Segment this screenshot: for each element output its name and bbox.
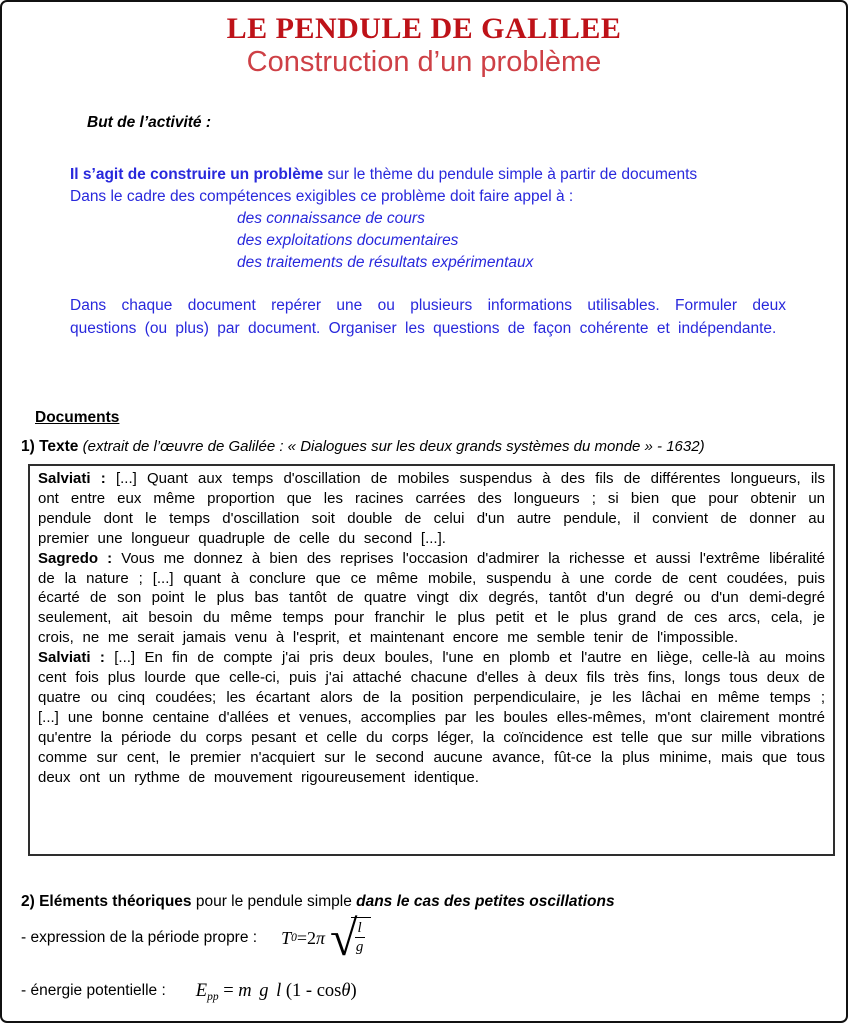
E-symbol: E xyxy=(195,980,208,1001)
requirements-list xyxy=(70,208,786,274)
dialogue-paragraph xyxy=(38,648,825,787)
doc1-source: (extrait de l’œuvre de Galilée : « Dialogues sur les deux grands systèmes du monde » - 1632) xyxy=(78,438,705,455)
doc2-emphasis: dans le cas des petites oscillations xyxy=(356,893,615,910)
doc1-label: 1) Texte xyxy=(21,438,79,455)
activity-intro-block xyxy=(70,164,786,274)
period-formula-math: T 0 = 2 π √ $\frac{l}{g}$ xyxy=(281,916,371,960)
fraction-denominator: g xyxy=(355,939,364,955)
parenthesis-open: (1 - xyxy=(281,980,317,1001)
energy-formula-label: - énergie potentielle : xyxy=(21,982,166,999)
energy-formula-math xyxy=(196,981,357,1002)
doc1-heading xyxy=(21,438,705,456)
theta-symbol: θ xyxy=(341,980,351,1001)
T-symbol: T xyxy=(281,927,292,948)
dialogue-text: [...] En fin de compte j'ai pris deux boules, l'une en plomb et l'autre en liège, celle-là au moins cent fois plus lourde que celle-ci, puis j'ai attaché chacune d'elles à deux fils très fins, longs tous deux de quatre ou cinq coudées; les écartant alors de la position perpendiculaire, je les lâchai en même temps ; [...] une bonne centaine d'allées et venues, accomplies par les boules elles-mêmes, m'ont clairement montré qu'entre la période du corps pesant et celle du corps léger, la coïncidence est telle que sur mille vibrations comme sur cent, le premier n'acquiert sur le second aucune avance, fût-ce la plus minime, mais que tous deux ont un rythme de mouvement rigoureusement identique. xyxy=(38,649,825,786)
dialogue-paragraph xyxy=(38,469,825,549)
equals-sign: = xyxy=(296,927,308,948)
square-root xyxy=(330,910,371,966)
speaker-name: Salviati : xyxy=(38,470,106,487)
intro-bold-text: Il s’agit de construire un problème xyxy=(70,166,324,183)
page-title: LE PENDULE DE GALILEE xyxy=(226,12,622,45)
requirement-item: des traitements de résultats expérimentaux xyxy=(237,254,534,271)
speaker-name: Salviati : xyxy=(38,649,105,667)
requirement-item: des exploitations documentaires xyxy=(237,232,459,249)
E-subscript: pp xyxy=(207,990,219,1003)
cos-function: cos xyxy=(316,980,342,1001)
parenthesis-close: ) xyxy=(350,980,357,1001)
pi-symbol: π xyxy=(316,927,326,948)
doc2-label: 2) Eléments théoriques xyxy=(21,893,192,910)
competences-line: Dans le cadre des compétences exigibles ce problème doit faire appel à : xyxy=(70,188,574,205)
period-formula-label: - expression de la période propre : xyxy=(21,929,258,946)
fraction-numerator: l xyxy=(355,920,365,938)
period-formula-row xyxy=(21,908,371,968)
page-subtitle: Construction d’un problème xyxy=(246,46,602,78)
coefficient: 2 xyxy=(307,927,317,948)
fraction xyxy=(351,917,371,955)
equals-sign: = xyxy=(218,980,239,1001)
documents-heading: Documents xyxy=(35,409,120,426)
requirement-item: des connaissance de cours xyxy=(237,210,425,227)
dialogue-text: Vous me donnez à bien des reprises l'occasion d'admirer la richesse et aussi l'extrême libéralité de la nature ; [...] quant à conclure que ce même mobile, suspendu à une corde de cent coudées, puis écarté de son point le plus bas tantôt de quatre vingt dix degrés, tantôt d'un degré ou d'un demi-degré seulement, ait besoin du même temps pour franchir le plus petit et le plus grand de ces arcs, cela, je crois, ne me serait jamais venu à l'esprit, et maintenant encore me semble tenir de l'impossible. xyxy=(38,549,825,647)
energy-formula-row xyxy=(21,974,357,1008)
radical-sign: √ xyxy=(330,910,358,966)
instructions-paragraph: Dans chaque document repérer une ou plusieurs informations utilisables. Formuler deux questions (ou plus) par document. Organiser les questions de façon cohérente et indépendante. xyxy=(70,297,786,337)
variables: m g l xyxy=(238,980,282,1001)
activity-goal-heading: But de l’activité : xyxy=(87,114,212,131)
document-header xyxy=(2,12,846,79)
intro-line xyxy=(70,164,786,186)
intro-rest-text: sur le thème du pendule simple à partir de documents xyxy=(323,166,698,183)
dialogue-text: [...] Quant aux temps d'oscillation de mobiles suspendus à des fils de différentes longueurs, ils ont entre eux même proportion que les racines carrées des longueurs ; si bien que pour obtenir un pendule dont le temps d'oscillation soit double de celui d'un autre pendule, il convient de donner au premier une longueur quadruple de celle du second [...]. xyxy=(38,470,825,547)
dialogue-box xyxy=(28,464,835,856)
speaker-name: Sagredo : xyxy=(38,549,113,567)
dialogue-paragraph xyxy=(38,549,825,649)
doc2-label-rest: pour le pendule simple xyxy=(191,893,357,910)
